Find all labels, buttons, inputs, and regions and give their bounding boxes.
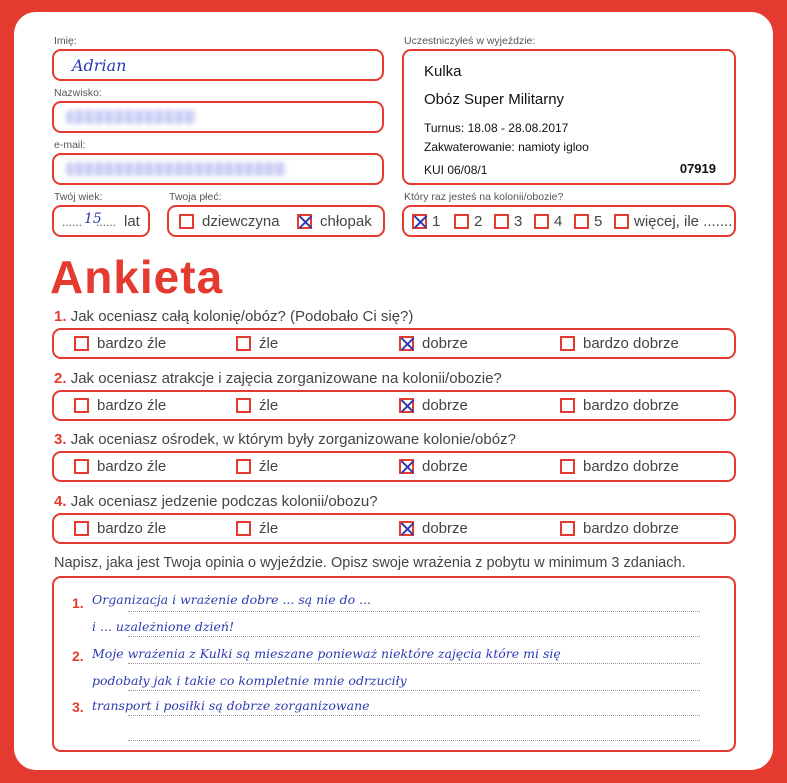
times-3-label: 3 xyxy=(514,212,523,230)
turnus-label: Turnus: xyxy=(424,121,465,135)
question-4-text: Jak oceniasz jedzenie podczas kolonii/obozu? xyxy=(70,493,378,510)
question-3 xyxy=(54,431,516,448)
opinion-number-3: 3. xyxy=(72,699,84,715)
opinion-number-1: 1. xyxy=(72,595,84,611)
question-2-number: 2. xyxy=(54,370,67,387)
opinion-line-1: Organizacja i wrażenie dobre ... są nie do ... xyxy=(92,592,372,607)
trip-accommodation xyxy=(424,140,589,154)
turnus-value: 18.08 - 28.08.2017 xyxy=(467,121,569,135)
email-field[interactable] xyxy=(52,153,384,185)
age-value: 15 xyxy=(84,211,102,227)
q1-option-very-bad[interactable] xyxy=(74,330,166,357)
trip-number: 07919 xyxy=(679,161,716,176)
age-dots-after: ...... xyxy=(96,215,117,229)
trip-name: Kulka xyxy=(424,63,462,80)
question-1 xyxy=(54,308,413,325)
checkbox[interactable] xyxy=(236,398,251,413)
times-option-more[interactable] xyxy=(614,207,732,235)
checkbox-checked[interactable] xyxy=(399,521,414,536)
ruled-line xyxy=(128,690,700,691)
q3-option-good[interactable] xyxy=(399,453,468,480)
opinion-textarea[interactable] xyxy=(52,576,736,752)
q2-option-very-good[interactable] xyxy=(560,392,679,419)
q3-option-bad[interactable] xyxy=(236,453,278,480)
checkbox[interactable] xyxy=(236,459,251,474)
q4-option-bad[interactable] xyxy=(236,515,278,542)
ruled-line xyxy=(128,663,700,664)
checkbox[interactable] xyxy=(74,336,89,351)
q3-option-very-bad[interactable] xyxy=(74,453,166,480)
question-1-text: Jak oceniasz całą kolonię/obóz? (Podobało Ci się?) xyxy=(70,308,414,325)
gender-option-girl[interactable] xyxy=(179,207,280,235)
ruled-line xyxy=(128,636,700,637)
times-label: Który raz jesteś na kolonii/obozie? xyxy=(404,191,564,203)
checkbox-checked[interactable] xyxy=(297,214,312,229)
option-label: bardzo dobrze xyxy=(583,458,679,475)
gender-label: Twoja płeć: xyxy=(169,191,222,203)
last-name-field[interactable] xyxy=(52,101,384,133)
checkbox-checked[interactable] xyxy=(399,398,414,413)
age-unit: lat xyxy=(124,213,140,230)
participation-label: Uczestniczyłeś w wyjeździe: xyxy=(404,35,536,47)
times-option-3[interactable] xyxy=(494,207,522,235)
checkbox[interactable] xyxy=(179,214,194,229)
q1-option-very-good[interactable] xyxy=(560,330,679,357)
ruled-line xyxy=(128,611,700,612)
times-2-label: 2 xyxy=(474,212,483,230)
age-label: Twój wiek: xyxy=(54,191,103,203)
times-option-5[interactable] xyxy=(574,207,602,235)
times-option-2[interactable] xyxy=(454,207,482,235)
question-4-options xyxy=(52,513,736,544)
q3-option-very-good[interactable] xyxy=(560,453,679,480)
ruled-line xyxy=(128,740,700,741)
q2-option-very-bad[interactable] xyxy=(74,392,166,419)
q4-option-good[interactable] xyxy=(399,515,468,542)
q2-option-bad[interactable] xyxy=(236,392,278,419)
checkbox[interactable] xyxy=(534,214,549,229)
question-3-text: Jak oceniasz ośrodek, w którym były zorganizowane kolonie/obóz? xyxy=(70,431,516,448)
q1-option-good[interactable] xyxy=(399,330,468,357)
q2-option-good[interactable] xyxy=(399,392,468,419)
checkbox[interactable] xyxy=(560,521,575,536)
times-1-label: 1 xyxy=(432,212,441,230)
question-4 xyxy=(54,493,378,510)
opinion-line-3: Moje wrażenia z Kulki są mieszane ponieważ niektóre zajęcia które mi się xyxy=(92,646,561,661)
question-4-number: 4. xyxy=(54,493,67,510)
q4-option-very-good[interactable] xyxy=(560,515,679,542)
checkbox[interactable] xyxy=(574,214,589,229)
gender-option-boy[interactable] xyxy=(297,207,372,235)
redacted-last-name xyxy=(66,110,196,124)
option-label: bardzo źle xyxy=(97,335,167,352)
option-label: dobrze xyxy=(422,520,468,537)
checkbox[interactable] xyxy=(74,398,89,413)
checkbox-checked[interactable] xyxy=(412,214,427,229)
times-5-label: 5 xyxy=(594,212,603,230)
ruled-line xyxy=(128,715,700,716)
question-1-number: 1. xyxy=(54,308,67,325)
checkbox[interactable] xyxy=(560,459,575,474)
accommodation-label: Zakwaterowanie: xyxy=(424,140,515,154)
checkbox[interactable] xyxy=(560,398,575,413)
option-label: bardzo dobrze xyxy=(583,397,679,414)
option-label: bardzo źle xyxy=(97,520,167,537)
question-3-options xyxy=(52,451,736,482)
email-label: e-mail: xyxy=(54,139,86,151)
q4-option-very-bad[interactable] xyxy=(74,515,166,542)
question-3-number: 3. xyxy=(54,431,67,448)
checkbox-checked[interactable] xyxy=(399,336,414,351)
option-label: bardzo dobrze xyxy=(583,335,679,352)
checkbox[interactable] xyxy=(560,336,575,351)
option-label: źle xyxy=(259,335,279,352)
accommodation-value: namioty igloo xyxy=(518,140,589,154)
question-1-options xyxy=(52,328,736,359)
times-option-1[interactable] xyxy=(412,207,440,235)
option-label: dobrze xyxy=(422,335,468,352)
option-label: dobrze xyxy=(422,458,468,475)
opinion-number-2: 2. xyxy=(72,648,84,664)
opinion-line-5: transport i posiłki są dobrze zorganizowane xyxy=(92,698,370,713)
first-name-value: Adrian xyxy=(72,56,127,75)
opinion-line-4: podobały jak i takie co kompletnie mnie odrzuciły xyxy=(92,673,407,688)
option-label: źle xyxy=(259,458,279,475)
option-label: bardzo źle xyxy=(97,458,167,475)
age-field[interactable] xyxy=(52,205,150,237)
option-label: dobrze xyxy=(422,397,468,414)
opinion-prompt: Napisz, jaka jest Twoja opinia o wyjeździe. Opisz swoje wrażenia z pobytu w minimum 3 zdaniach. xyxy=(54,555,686,571)
times-field xyxy=(402,205,736,237)
trip-code: KUI 06/08/1 xyxy=(424,163,488,177)
option-label: źle xyxy=(259,397,279,414)
option-label: źle xyxy=(259,520,279,537)
checkbox[interactable] xyxy=(454,214,469,229)
checkbox[interactable] xyxy=(614,214,629,229)
survey-title: Ankieta xyxy=(50,251,224,303)
first-name-field[interactable] xyxy=(52,49,384,81)
last-name-label: Nazwisko: xyxy=(54,87,102,99)
checkbox[interactable] xyxy=(236,521,251,536)
gender-girl-label: dziewczyna xyxy=(202,212,280,230)
question-2-text: Jak oceniasz atrakcje i zajęcia zorganizowane na kolonii/obozie? xyxy=(70,370,502,387)
question-2 xyxy=(54,370,502,387)
checkbox[interactable] xyxy=(74,459,89,474)
age-dots-before: ...... xyxy=(62,215,83,229)
opinion-line-2: i ... uzależnione dzień! xyxy=(92,619,234,634)
question-2-options xyxy=(52,390,736,421)
option-label: bardzo dobrze xyxy=(583,520,679,537)
redacted-email xyxy=(66,162,286,176)
times-more-label: więcej, ile ....... xyxy=(634,212,733,230)
checkbox[interactable] xyxy=(494,214,509,229)
checkbox-checked[interactable] xyxy=(399,459,414,474)
trip-turnus xyxy=(424,121,568,135)
checkbox[interactable] xyxy=(236,336,251,351)
gender-boy-label: chłopak xyxy=(320,212,372,230)
first-name-label: Imię: xyxy=(54,35,77,47)
q1-option-bad[interactable] xyxy=(236,330,278,357)
option-label: bardzo źle xyxy=(97,397,167,414)
checkbox[interactable] xyxy=(74,521,89,536)
trip-camp: Obóz Super Militarny xyxy=(424,91,565,108)
times-4-label: 4 xyxy=(554,212,563,230)
gender-field xyxy=(167,205,385,237)
survey-sheet xyxy=(14,12,773,770)
times-option-4[interactable] xyxy=(534,207,562,235)
trip-info-box xyxy=(402,49,736,185)
